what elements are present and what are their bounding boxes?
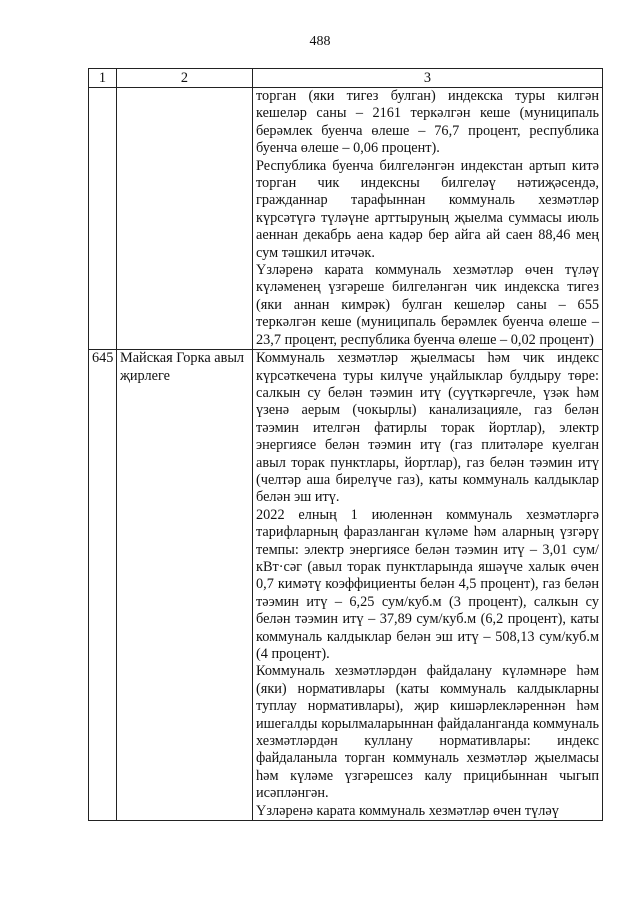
paragraph: торган (яки тигез булган) индекска туры килгән кешеләр саны – 2161 теркәлгән кеше (муниципаль берәмлек буенча өлеше – 76,7 процент, республика буенча өлеше – 0,06 процент). — [256, 88, 599, 157]
column-header-1: 1 — [89, 69, 117, 88]
settlement-name — [117, 88, 253, 350]
paragraph: Республика буенча билгеләнгән индекстан артып китә торган чик индексны билгеләү нәтиҗәсендә, гражданнар тарафыннан коммуналь хезмәтләр күрсәтүгә түләүне арттыруның җыелма суммасы июль аеннан декабрь аена кадәр бер айга ай саен 88,46 мең сум тәшкил итәчәк. — [256, 157, 599, 261]
row-number: 645 — [89, 350, 117, 821]
paragraph: Үзләренә карата коммуналь хезмәтләр өчен түләү күләменең үзгәреше билгеләнгән чик индекска тигез (яки аннан кимрәк) булган кешеләр саны – 655 теркәлгән кеше (муниципаль берәмлек буенча өлеше – 23,7 процент, республика буенча өлеше – 0,02 процент) — [256, 262, 599, 348]
page-number: 488 — [309, 34, 331, 49]
paragraph: Коммуналь хезмәтләр җыелмасы һәм чик индекс күрсәткечена туры килүче уңайлыклар булдыру төре: салкын су белән тәэмин итү (суүткәргечле, үзәк һәм үзенә аерым (чокырлы) канализацияле, газ белән тәэмин ителгән фатирлы торак йортлар), электр энергиясе белән тәэмин итү (газ плитәләре куелган авыл торак пунктлары, йортлар), газ белән тәэмин итү (челтәр аша бирелүче газ), каты коммуналь калдыклар белән эш итү. — [256, 350, 599, 506]
data-table — [88, 68, 603, 821]
paragraph: Үзләренә карата коммуналь хезмәтләр өчен түләү — [256, 802, 559, 819]
row-number — [89, 88, 117, 350]
table-row — [89, 350, 603, 821]
column-header-3: 3 — [253, 69, 603, 88]
table-row — [89, 88, 603, 350]
paragraph: Коммуналь хезмәтләрдән файдалану күләмнәре һәм (яки) нормативлары (каты коммуналь калдыкларны туплау нормативлары), җир кишәрлекләреннән һәм ишегалды корылмаларыннан файдаланганда коммуналь хезмәтләрдән куллану нормативлары: индекс файдаланыла торган коммуналь хезмәтләр җыелмасы һәм күләме үзгәрешсез калу прицибыннан чыгып исәпләнгән. — [256, 663, 599, 802]
table-header-row — [89, 69, 603, 88]
settlement-name: Майская Горка авыл җирлеге — [117, 350, 253, 821]
row-content — [253, 350, 603, 821]
column-header-2: 2 — [117, 69, 253, 88]
paragraph: 2022 елның 1 июленнән коммуналь хезмәтләргә тарифларның фаразланган күләме һәм аларның үзгәрү темпы: электр энергиясе белән тәэмин итү – 3,01 сум/кВт·сәг (авыл торак пунктларында яшәүче халык өчен 0,7 кимәтү коэффициенты белән 4,5 процент), газ белән тәэмин итү – 6,25 сум/куб.м (3 процент), салкын су белән тәэмин итү – 37,89 сум/куб.м (6,2 процент), каты коммуналь калдыклар белән эш итү – 508,13 сум/куб.м (4 процент). — [256, 506, 599, 662]
row-content — [253, 88, 603, 350]
